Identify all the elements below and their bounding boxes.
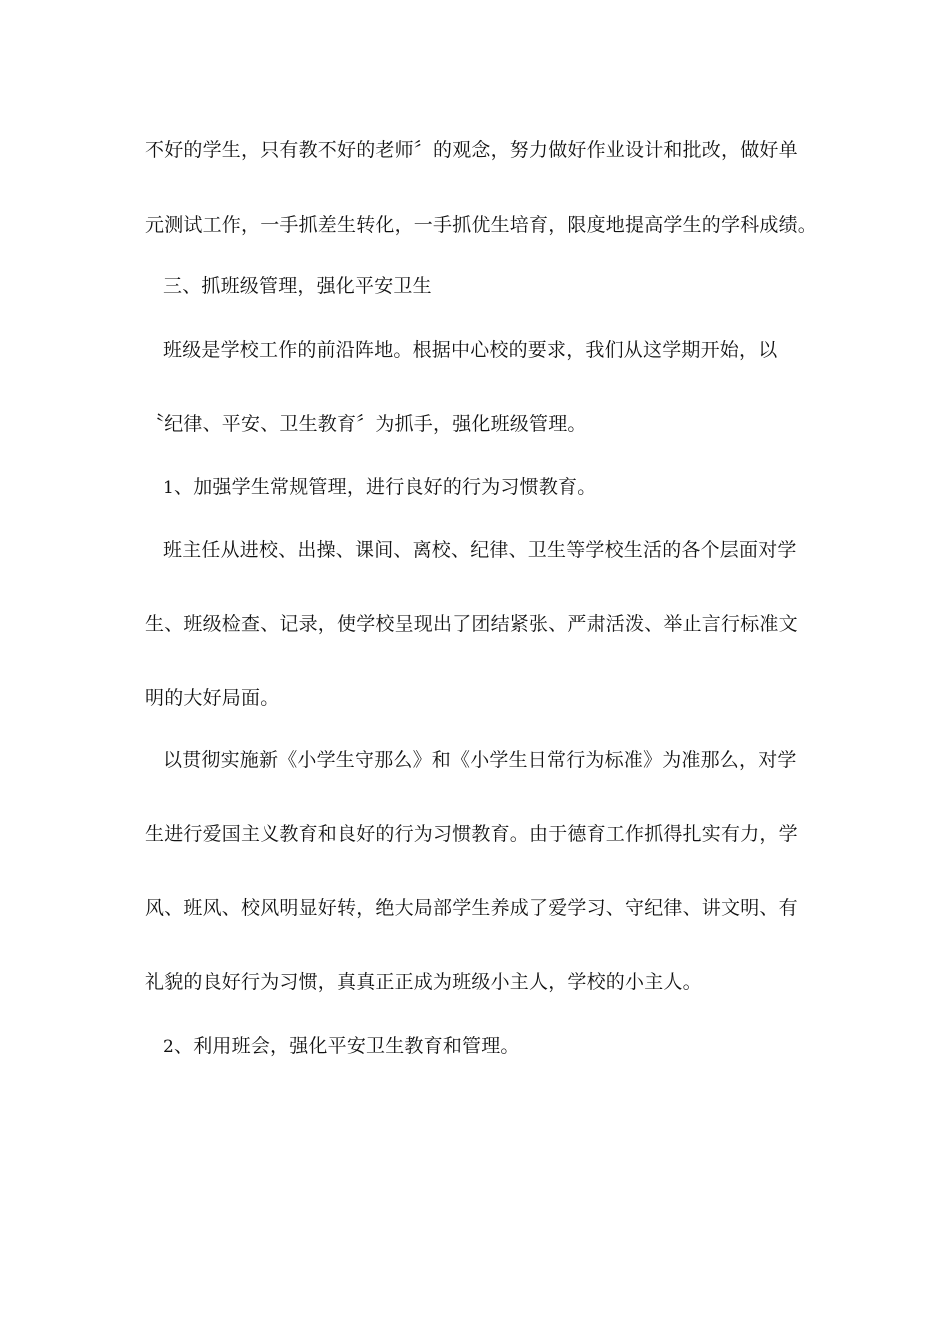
paragraph-line: 生、班级检查、记录，使学校呈现出了团结紧张、严肃活泼、举止言行标准文 (145, 613, 798, 635)
list-number: 1 (163, 478, 175, 498)
paragraph-line: 礼貌的良好行为习惯，真真正正成为班级小主人，学校的小主人。 (145, 971, 702, 993)
paragraph-line: 明的大好局面。 (145, 687, 280, 709)
paragraph-line: 生进行爱国主义教育和良好的行为习惯教育。由于德育工作抓得扎实有力，学 (145, 823, 798, 845)
section-heading: 三、抓班级管理，强化平安卫生 (163, 275, 432, 297)
paragraph-line: 风、班风、校风明显好转，绝大局部学生养成了爱学习、守纪律、讲文明、有 (145, 897, 798, 919)
paragraph-line: 元测试工作，一手抓差生转化，一手抓优生培育，限度地提高学生的学科成绩。 (145, 214, 818, 236)
paragraph-line: 〝纪律、平安、卫生教育〞为抓手，强化班级管理。 (145, 413, 587, 435)
list-number: 2 (163, 1037, 175, 1057)
paragraph-line: 以贯彻实施新《小学生守那么》和《小学生日常行为标准》为准那么，对学 (163, 749, 797, 771)
subheading-text: 、加强学生常规管理，进行良好的行为习惯教育。 (174, 476, 597, 498)
paragraph-line: 班级是学校工作的前沿阵地。根据中心校的要求，我们从这学期开始，以 (163, 339, 778, 361)
subheading (163, 475, 596, 500)
subheading-text: 、利用班会，强化平安卫生教育和管理。 (174, 1035, 520, 1057)
subheading (163, 1034, 520, 1059)
paragraph-line: 班主任从进校、出操、课间、离校、纪律、卫生等学校生活的各个层面对学 (163, 539, 797, 561)
paragraph-line: 不好的学生，只有教不好的老师〞的观念，努力做好作业设计和批改，做好单 (145, 139, 798, 161)
